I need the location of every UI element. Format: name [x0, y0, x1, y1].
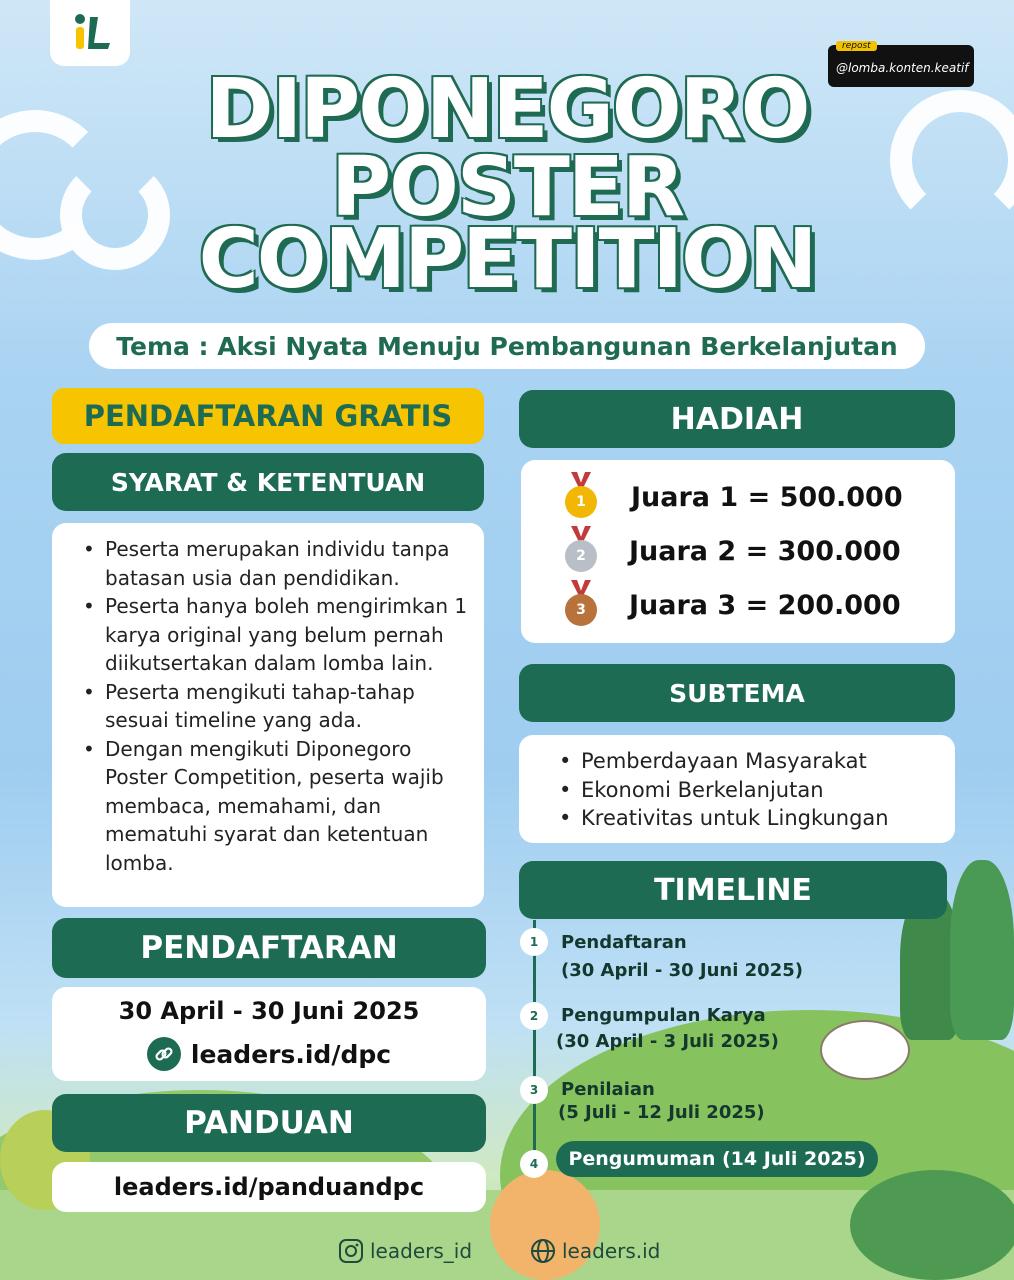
pendaftaran-heading: PENDAFTARAN	[52, 918, 486, 978]
prize-text: Juara 2 = 300.000	[629, 535, 901, 567]
subtema-heading: SUBTEMA	[519, 664, 955, 722]
list-item: • Dengan mengikuti Diponegoro Poster Competition, peserta wajib membaca, memahami, dan mematuhi syarat dan ketentuan lomba.	[79, 735, 472, 878]
pendaftaran-dates: 30 April - 30 Juni 2025	[118, 997, 420, 1025]
timeline-step-name: Pengumpulan Karya	[561, 1005, 766, 1026]
gold-medal-icon: 1	[561, 472, 601, 522]
panduan-heading: PANDUAN	[52, 1094, 486, 1152]
title-line-2: POSTER	[331, 140, 683, 235]
panduan-card[interactable]	[52, 1162, 486, 1212]
silver-medal-icon: 2	[561, 526, 601, 576]
timeline-heading: TIMELINE	[519, 861, 947, 919]
timeline-line	[533, 920, 536, 1165]
leaders-logo	[50, 0, 130, 66]
timeline-step-name: Pengumuman (14 Juli 2025)	[568, 1148, 866, 1170]
timeline-step-date: (30 April - 3 Juli 2025)	[556, 1031, 779, 1052]
theme-banner: Tema : Aksi Nyata Menuju Pembangunan Berkelanjutan	[89, 323, 925, 369]
timeline-step-date: (30 April - 30 Juni 2025)	[561, 960, 803, 981]
timeline	[520, 920, 920, 1170]
chain-link-icon	[154, 1044, 174, 1064]
bush	[850, 1170, 1014, 1280]
prize-text: Juara 1 = 500.000	[631, 481, 903, 513]
syarat-card	[52, 523, 484, 907]
list-item: • Peserta mengikuti tahap-tahap sesuai timeline yang ada.	[79, 678, 472, 735]
timeline-step-number: 3	[520, 1076, 548, 1104]
timeline-step-name: Penilaian	[561, 1079, 655, 1100]
repost-tag: repost	[836, 41, 877, 51]
list-item: • Peserta merupakan individu tanpa batasan usia dan pendidikan.	[79, 535, 472, 592]
hadiah-heading: HADIAH	[519, 390, 955, 448]
subtema-list	[555, 747, 941, 833]
website-footer[interactable]	[530, 1238, 660, 1264]
list-item: • Pemberdayaan Masyarakat	[555, 747, 941, 776]
prize-text: Juara 3 = 200.000	[629, 589, 901, 621]
timeline-step-number: 1	[520, 928, 548, 956]
free-registration-badge: PENDAFTARAN GRATIS	[52, 388, 484, 444]
bronze-medal-icon: 3	[561, 580, 601, 630]
list-item: • Ekonomi Berkelanjutan	[555, 776, 941, 805]
tree	[950, 860, 1014, 1040]
website-url: leaders.id	[562, 1239, 661, 1263]
panduan-link[interactable]: leaders.id/panduandpc	[113, 1173, 425, 1201]
timeline-step-final	[556, 1141, 878, 1177]
pendaftaran-link-text: leaders.id/dpc	[190, 1039, 392, 1069]
title-line-1: DIPONEGORO	[205, 62, 809, 157]
instagram-footer[interactable]	[338, 1238, 472, 1264]
prize-row	[561, 526, 901, 576]
syarat-heading: SYARAT & KETENTUAN	[52, 453, 484, 511]
prize-row	[561, 580, 901, 630]
repost-handle: @lomba.konten.keatif	[836, 61, 969, 75]
timeline-step-number: 2	[520, 1002, 548, 1030]
list-item: • Kreativitas untuk Lingkungan	[555, 804, 941, 833]
pendaftaran-card	[52, 987, 486, 1081]
list-item: • Peserta hanya boleh mengirimkan 1 karya original yang belum pernah diikutsertakan dalam lomba lain.	[79, 592, 472, 678]
link-icon	[147, 1037, 181, 1071]
prize-row	[561, 472, 903, 522]
instagram-handle: leaders_id	[370, 1239, 473, 1263]
hadiah-card	[521, 460, 955, 643]
timeline-step-name: Pendaftaran	[561, 932, 687, 953]
timeline-step-date: (5 Juli - 12 Juli 2025)	[558, 1102, 765, 1123]
pendaftaran-link[interactable]	[52, 1037, 486, 1071]
leaders-logo-icon	[66, 9, 114, 57]
title-line-3: COMPETITION	[198, 212, 816, 307]
globe-icon	[530, 1238, 556, 1264]
timeline-step-number: 4	[520, 1150, 548, 1178]
instagram-icon	[338, 1238, 364, 1264]
subtema-card	[519, 735, 955, 843]
syarat-list	[79, 535, 472, 877]
